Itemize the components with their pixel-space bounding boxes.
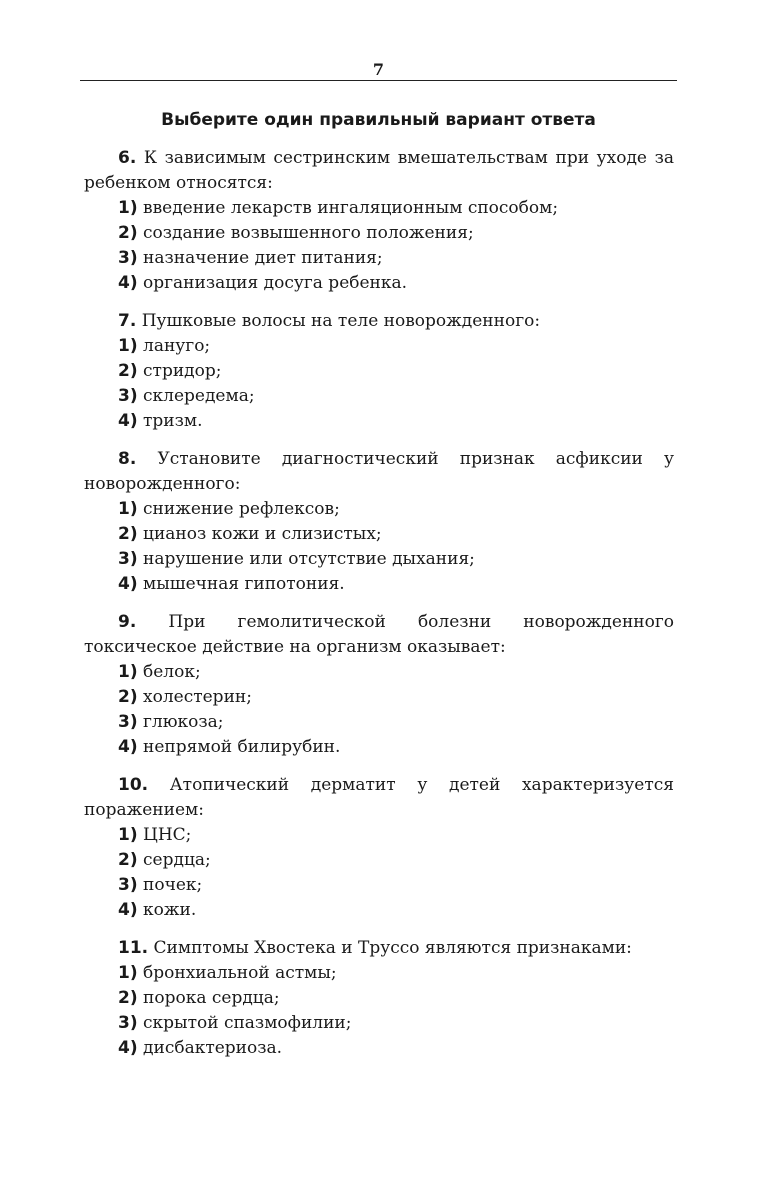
question-stem: Установите диагностический признак асфиксии у новорожденного: [84, 449, 675, 494]
answer-number: 4) [118, 574, 138, 594]
answer-number: 1) [118, 198, 138, 218]
answer-option [118, 334, 674, 359]
answer-text: назначение диет питания; [143, 248, 383, 268]
answer-option [118, 735, 674, 760]
answer-text: дисбактериоза. [143, 1038, 283, 1058]
answer-option [118, 221, 674, 246]
answer-text: сердца; [143, 850, 211, 870]
question-number: 8. [118, 449, 137, 469]
answer-number: 2) [118, 223, 138, 243]
answer-number: 2) [118, 850, 138, 870]
answer-option [118, 823, 674, 848]
answer-number: 4) [118, 273, 138, 293]
answer-list [84, 334, 674, 434]
answer-option [118, 710, 674, 735]
answer-option [118, 572, 674, 597]
answer-text: ЦНС; [143, 825, 192, 845]
question-number: 6. [118, 148, 137, 168]
question-text [84, 773, 674, 823]
answer-number: 4) [118, 411, 138, 431]
question-block [84, 309, 674, 434]
answer-number: 3) [118, 248, 138, 268]
question-block [84, 610, 674, 760]
page-number: 7 [372, 60, 385, 79]
question-stem: Симптомы Хвостека и Труссо являются признаками: [153, 938, 632, 958]
question-stem: При гемолитической болезни новорожденного токсическое действие на организм оказывает: [84, 612, 674, 657]
answer-text: порока сердца; [143, 988, 280, 1008]
answer-list [84, 961, 674, 1061]
answer-number: 4) [118, 900, 138, 920]
answer-option [118, 409, 674, 434]
answer-list [84, 196, 674, 296]
answer-number: 3) [118, 1013, 138, 1033]
question-list [84, 146, 674, 1074]
question-number: 7. [118, 311, 137, 331]
answer-option [118, 384, 674, 409]
answer-number: 3) [118, 386, 138, 406]
question-text [84, 610, 674, 660]
answer-option [118, 271, 674, 296]
answer-number: 2) [118, 988, 138, 1008]
answer-text: холестерин; [143, 687, 252, 707]
answer-option [118, 1011, 674, 1036]
answer-number: 4) [118, 1038, 138, 1058]
answer-text: нарушение или отсутствие дыхания; [143, 549, 475, 569]
answer-option [118, 898, 674, 923]
answer-text: мышечная гипотония. [143, 574, 345, 594]
answer-option [118, 522, 674, 547]
answer-text: организация досуга ребенка. [143, 273, 408, 293]
question-text [84, 936, 674, 961]
answer-text: цианоз кожи и слизистых; [143, 524, 382, 544]
answer-text: введение лекарств ингаляционным способом; [143, 198, 559, 218]
answer-number: 3) [118, 712, 138, 732]
answer-text: бронхиальной астмы; [143, 963, 337, 983]
answer-number: 1) [118, 499, 138, 519]
answer-number: 3) [118, 549, 138, 569]
answer-option [118, 246, 674, 271]
answer-option [118, 660, 674, 685]
answer-list [84, 823, 674, 923]
answer-text: почек; [143, 875, 203, 895]
answer-text: тризм. [143, 411, 203, 431]
question-stem: К зависимым сестринским вмешательствам при уходе за ребенком относятся: [84, 148, 674, 193]
answer-list [84, 497, 674, 597]
question-block [84, 936, 674, 1061]
question-block [84, 773, 674, 923]
answer-text: белок; [143, 662, 201, 682]
answer-option [118, 685, 674, 710]
answer-list [84, 660, 674, 760]
answer-text: склередема; [143, 386, 255, 406]
answer-option [118, 848, 674, 873]
answer-option [118, 497, 674, 522]
answer-number: 4) [118, 737, 138, 757]
answer-number: 1) [118, 963, 138, 983]
answer-number: 1) [118, 825, 138, 845]
answer-number: 2) [118, 687, 138, 707]
answer-text: лануго; [143, 336, 211, 356]
answer-number: 2) [118, 524, 138, 544]
answer-text: глюкоза; [143, 712, 224, 732]
answer-number: 1) [118, 662, 138, 682]
question-block [84, 146, 674, 296]
answer-text: скрытой спазмофилии; [143, 1013, 352, 1033]
question-text [84, 447, 674, 497]
question-text [84, 146, 674, 196]
answer-number: 1) [118, 336, 138, 356]
answer-text: создание возвышенного положения; [143, 223, 474, 243]
answer-option [118, 547, 674, 572]
answer-option [118, 961, 674, 986]
question-number: 11. [118, 938, 149, 958]
answer-option [118, 986, 674, 1011]
answer-option [118, 873, 674, 898]
question-number: 10. [118, 775, 149, 795]
header-rule [80, 80, 677, 81]
question-stem: Атопический дерматит у детей характеризуется поражением: [84, 775, 674, 820]
answer-option [118, 196, 674, 221]
answer-text: непрямой билирубин. [143, 737, 341, 757]
answer-text: кожи. [143, 900, 197, 920]
question-block [84, 447, 674, 597]
answer-option [118, 359, 674, 384]
answer-text: стридор; [143, 361, 222, 381]
answer-option [118, 1036, 674, 1061]
answer-text: снижение рефлексов; [143, 499, 340, 519]
section-heading: Выберите один правильный вариант ответа [161, 110, 596, 130]
question-stem: Пушковые волосы на теле новорожденного: [141, 311, 541, 331]
question-number: 9. [118, 612, 137, 632]
question-text [84, 309, 674, 334]
answer-number: 2) [118, 361, 138, 381]
answer-number: 3) [118, 875, 138, 895]
